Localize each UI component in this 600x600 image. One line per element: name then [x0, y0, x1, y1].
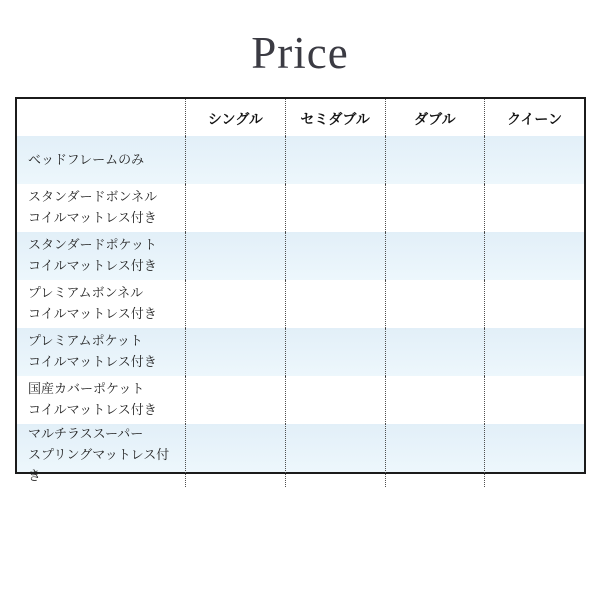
- row-label-line: スプリングマットレス付き: [28, 448, 170, 484]
- price-cell: [385, 376, 485, 424]
- row-label-line: コイルマットレス付き: [28, 403, 157, 418]
- price-cell: [484, 376, 584, 424]
- price-cell: [484, 280, 584, 328]
- price-cell: [285, 424, 385, 487]
- table-row: [17, 280, 584, 328]
- row-label-line: スタンダードボンネル: [28, 190, 158, 205]
- price-cell: [285, 184, 385, 232]
- table-header-row: [17, 99, 584, 136]
- row-label: [17, 184, 185, 232]
- price-cell: [484, 232, 584, 280]
- table-row: [17, 232, 584, 280]
- row-label: [17, 232, 185, 280]
- row-label-line: コイルマットレス付き: [28, 307, 157, 322]
- price-cell: [484, 424, 584, 487]
- row-label-line: プレミアムポケット: [28, 334, 143, 349]
- row-label-line: ベッドフレームのみ: [28, 152, 145, 168]
- row-label-line: コイルマットレス付き: [28, 355, 157, 370]
- price-cell: [185, 280, 285, 328]
- price-cell: [185, 184, 285, 232]
- column-header-queen: クイーン: [484, 99, 584, 136]
- price-cell: [285, 376, 385, 424]
- page-title: Price: [251, 28, 349, 78]
- price-cell: [484, 136, 584, 184]
- header-spacer-cell: [17, 99, 185, 136]
- column-header-double: ダブル: [385, 99, 485, 136]
- row-label: [17, 136, 185, 184]
- price-cell: [484, 184, 584, 232]
- row-label: [17, 376, 185, 424]
- row-label: [17, 280, 185, 328]
- row-label-line: プレミアムボンネル: [28, 286, 144, 301]
- price-cell: [185, 328, 285, 376]
- column-header-single: シングル: [185, 99, 285, 136]
- price-cell: [385, 136, 485, 184]
- table-row: [17, 376, 584, 424]
- row-label-line: コイルマットレス付き: [28, 211, 157, 226]
- price-cell: [185, 376, 285, 424]
- price-cell: [484, 328, 584, 376]
- row-label-line: コイルマットレス付き: [28, 259, 157, 274]
- price-cell: [385, 280, 485, 328]
- price-table: [15, 97, 586, 484]
- table-row: [17, 424, 584, 484]
- price-cell: [185, 136, 285, 184]
- table-row: [17, 136, 584, 184]
- price-cell: [285, 232, 385, 280]
- table-row: [17, 328, 584, 376]
- price-cell: [385, 328, 485, 376]
- price-cell: [385, 424, 485, 487]
- row-label: [17, 328, 185, 376]
- price-cell: [285, 136, 385, 184]
- price-cell: [185, 424, 285, 487]
- row-label: [17, 424, 185, 487]
- price-cell: [385, 184, 485, 232]
- price-cell: [285, 280, 385, 328]
- row-label-line: スタンダードポケット: [28, 238, 157, 253]
- row-label-line: 国産カバーポケット: [28, 382, 145, 397]
- price-cell: [185, 232, 285, 280]
- price-cell: [385, 232, 485, 280]
- table-row: [17, 184, 584, 232]
- row-label-line: マルチラススーパー: [28, 427, 144, 442]
- column-header-semidouble: セミダブル: [285, 99, 385, 136]
- price-cell: [285, 328, 385, 376]
